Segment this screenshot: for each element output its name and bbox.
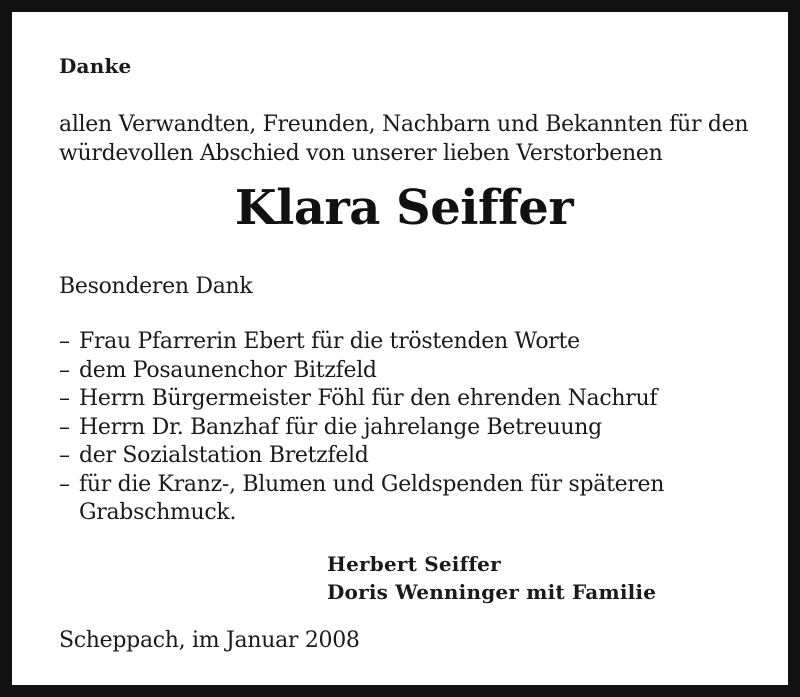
list-item-text: der Sozialstation Bretzfeld: [79, 443, 369, 468]
dash: –: [59, 329, 70, 354]
special-thanks-title: Besonderen Dank: [59, 274, 253, 299]
dash: –: [59, 357, 70, 383]
list-item: [59, 442, 719, 471]
signatory-name: Doris Wenninger mit Familie: [327, 580, 657, 604]
list-item-text: Herrn Dr. Banzhaf für die jahrelange Betreuung: [79, 414, 602, 440]
notice-heading: Danke: [59, 54, 132, 78]
signature-block: [327, 550, 656, 606]
signatory-name: Herbert Seiffer: [327, 552, 501, 576]
intro-text: [59, 110, 748, 168]
list-item-text: Herrn Bürgermeister Föhl für den ehrenden Nachruf: [79, 386, 658, 411]
dash: –: [59, 414, 70, 440]
list-item: [59, 414, 719, 443]
deceased-name: Klara Seiffer: [234, 180, 574, 236]
dash: –: [59, 443, 70, 468]
list-item: [59, 357, 719, 386]
intro-line: allen Verwandten, Freunden, Nachbarn und Bekannten für den: [59, 112, 749, 137]
list-item: [59, 385, 719, 414]
dash: –: [59, 386, 70, 411]
intro-line: würdevollen Abschied von unserer lieben Verstorbenen: [59, 141, 663, 166]
place-date: Scheppach, im Januar 2008: [59, 628, 360, 653]
dash: –: [59, 471, 70, 497]
list-item-text: Frau Pfarrerin Ebert für die tröstenden Worte: [79, 329, 580, 354]
list-item-text: dem Posaunenchor Bitzfeld: [79, 357, 377, 383]
list-item: [59, 328, 719, 357]
thanks-list: [59, 328, 719, 528]
list-item: [59, 471, 719, 528]
list-item-text: für die Kranz-, Blumen und Geldspenden für späteren Grabschmuck.: [79, 471, 671, 525]
